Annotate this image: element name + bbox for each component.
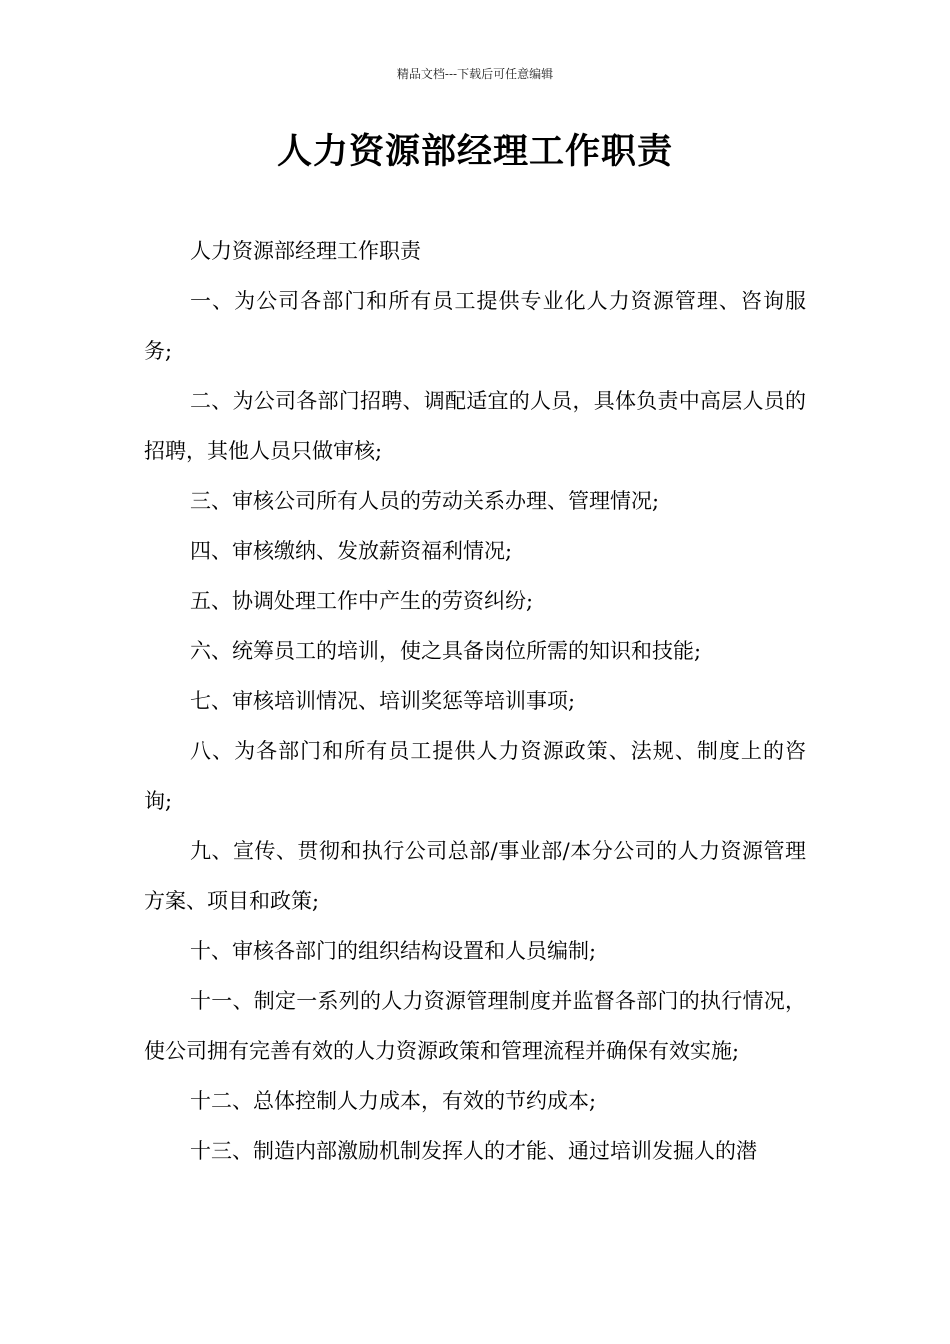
document-title: 人力资源部经理工作职责 [276,131,673,172]
paragraph-item-9: 九、宣传、贯彻和执行公司总部/事业部/本分公司的人力资源管理方案、项目和政策; [144,839,806,913]
paragraph-item-2: 二、为公司各部门招聘、调配适宜的人员，具体负责中高层人员的招聘，其他人员只做审核; [144,389,806,463]
paragraph-item-4: 四、审核缴纳、发放薪资福利情况; [190,539,513,563]
header-note: 精品文档---下载后可任意编辑 [396,67,554,81]
paragraph-item-10: 十、审核各部门的组织结构设置和人员编制; [190,939,597,963]
paragraph-item-13: 十三、制造内部激励机制发挥人的才能、通过培训发掘人的潜 [190,1139,757,1163]
paragraph-item-12: 十二、总体控制人力成本，有效的节约成本; [190,1089,597,1113]
paragraph-item-8: 八、为各部门和所有员工提供人力资源政策、法规、制度上的咨询; [144,739,806,813]
paragraph-item-11: 十一、制定一系列的人力资源管理制度并监督各部门的执行情况，使公司拥有完善有效的人力资源政策和管理流程并确保有效实施; [144,989,806,1063]
document-body [144,226,806,1176]
paragraph-item-3: 三、审核公司所有人员的劳动关系办理、管理情况; [190,489,660,513]
paragraph-item-6: 六、统筹员工的培训，使之具备岗位所需的知识和技能; [190,639,702,663]
paragraph-subtitle: 人力资源部经理工作职责 [190,239,421,263]
paragraph-item-7: 七、审核培训情况、培训奖惩等培训事项; [190,689,576,713]
paragraph-item-5: 五、协调处理工作中产生的劳资纠纷; [190,589,534,613]
paragraph-item-1: 一、为公司各部门和所有员工提供专业化人力资源管理、咨询服务; [144,289,806,363]
